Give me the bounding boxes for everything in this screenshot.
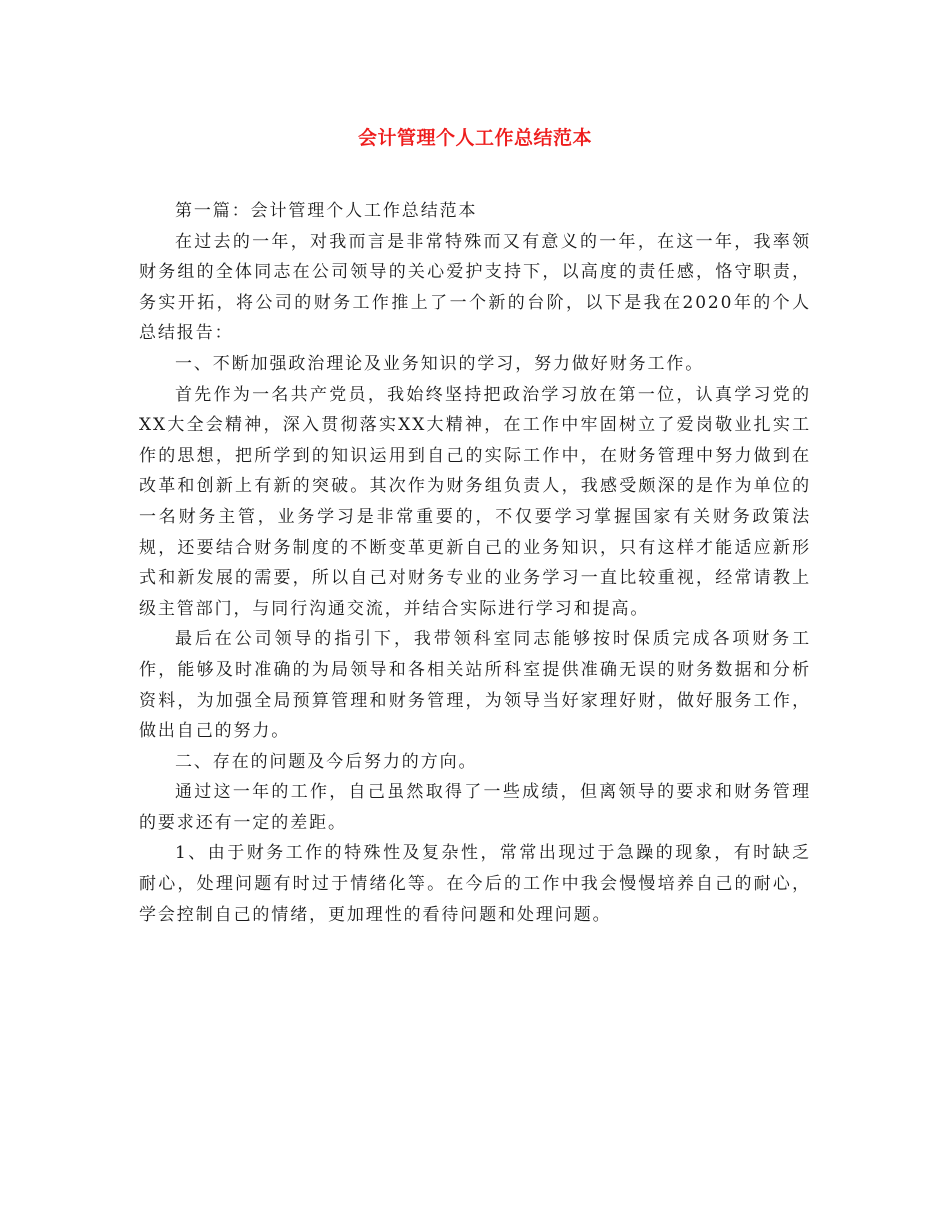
document-title: 会计管理个人工作总结范本: [357, 127, 592, 149]
paragraph-section-two-heading: 二、存在的问题及今后努力的方向。: [175, 751, 478, 772]
paragraph-intro: 在过去的一年，对我而言是非常特殊而又有意义的一年，在这一年，我率领财务组的全体同志在公司领导的关心爱护支持下，以高度的责任感，恪守职责，务实开拓，将公司的财务工作推上了一个新的台阶，以下是我在2020年的个人总结报告：: [139, 231, 811, 344]
document-body: [139, 196, 811, 930]
paragraph-gap: 通过这一年的工作，自己虽然取得了一些成绩，但离领导的要求和财务管理的要求还有一定的差距。: [139, 782, 811, 833]
paragraph-achievements: 最后在公司领导的指引下，我带领科室同志能够按时保质完成各项财务工作，能够及时准确的为局领导和各相关站所科室提供准确无误的财务数据和分析资料，为加强全局预算管理和财务管理，为领导当好家理好财，做好服务工作，做出自己的努力。: [139, 629, 811, 742]
paragraph-issue-one: 1、由于财务工作的特殊性及复杂性，常常出现过于急躁的现象，有时缺乏耐心，处理问题有时过于情绪化等。在今后的工作中我会慢慢培养自己的耐心，学会控制自己的情绪，更加理性的看待问题和处理问题。: [139, 843, 811, 925]
paragraph-part-one-heading: 第一篇：会计管理个人工作总结范本: [175, 201, 478, 221]
paragraph-section-one-heading: 一、不断加强政治理论及业务知识的学习，努力做好财务工作。: [175, 353, 705, 374]
paragraph-study: 首先作为一名共产党员，我始终坚持把政治学习放在第一位，认真学习党的XX大全会精神，深入贯彻落实XX大精神，在工作中牢固树立了爱岗敬业扎实工作的思想，把所学到的知识运用到自己的实际工作中，在财务管理中努力做到在改革和创新上有新的突破。其次作为财务组负责人，我感受颇深的是作为单位的一名财务主管，业务学习是非常重要的，不仅要学习掌握国家有关财务政策法规，还要结合财务制度的不断变革更新自己的业务知识，只有这样才能适应新形式和新发展的需要，所以自己对财务专业的业务学习一直比较重视，经常请教上级主管部门，与同行沟通交流，并结合实际进行学习和提高。: [139, 384, 811, 619]
